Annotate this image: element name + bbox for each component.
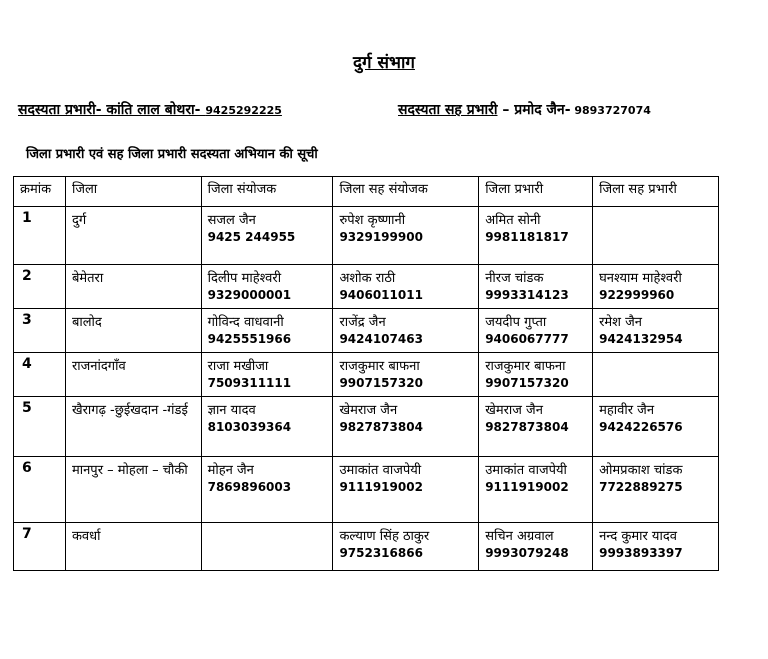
person-phone: 9907157320 <box>339 376 423 390</box>
table-row <box>14 397 719 457</box>
person-name: कल्याण सिंह ठाकुर <box>339 529 430 544</box>
co-convener-cell <box>333 457 479 523</box>
co-convener-cell <box>333 309 479 353</box>
co-convener-cell <box>333 265 479 309</box>
person-phone: 7509311111 <box>207 376 292 390</box>
convener-cell <box>201 397 333 457</box>
co-incharge-name: – प्रमोद जैन- <box>497 102 571 118</box>
person-phone: 9111919002 <box>485 480 569 494</box>
district-cell: मानपुर – मोहला – चौकी <box>65 457 201 523</box>
person-phone: 9752316866 <box>339 546 423 560</box>
table-header-row <box>14 177 719 207</box>
membership-incharge-phone: 9425292225 <box>205 104 282 117</box>
person-name: नीरज चांडक <box>485 271 544 286</box>
table-row <box>14 207 719 265</box>
co-convener-cell <box>333 523 479 571</box>
membership-co-incharge <box>398 100 651 119</box>
district-cell: खैरागढ़ -छुईखदान -गंडई <box>65 397 201 457</box>
membership-incharge <box>18 100 282 119</box>
person-phone: 9907157320 <box>485 376 569 390</box>
person-name: सजल जैन <box>207 213 256 228</box>
person-name: ओमप्रकाश चांडक <box>599 463 683 478</box>
header-serial: क्रमांक <box>14 177 66 207</box>
district-cell: कवर्धा <box>65 523 201 571</box>
incharge-table <box>13 176 719 571</box>
person-phone: 9406011011 <box>339 288 423 302</box>
title-text: दुर्ग संभाग <box>353 53 415 73</box>
serial-cell: 2 <box>14 265 66 309</box>
table-row <box>14 353 719 397</box>
person-name: घनश्याम माहेश्वरी <box>599 271 682 286</box>
serial-cell: 1 <box>14 207 66 265</box>
person-name: महावीर जैन <box>599 403 655 418</box>
header-district: जिला <box>65 177 201 207</box>
person-phone: 9111919002 <box>339 480 423 494</box>
person-phone: 9329000001 <box>207 288 292 302</box>
person-name: नन्द कुमार यादव <box>599 529 677 544</box>
serial-cell: 3 <box>14 309 66 353</box>
person-phone: 9425 244955 <box>207 230 296 244</box>
person-phone: 9993314123 <box>485 288 569 302</box>
person-phone: 7722889275 <box>599 480 683 494</box>
person-name: उमाकांत वाजपेयी <box>485 463 567 478</box>
person-name: गोविन्द वाधवानी <box>207 315 284 330</box>
incharge-cell <box>479 397 593 457</box>
convener-cell <box>201 523 333 571</box>
co-incharge-cell <box>593 207 719 265</box>
person-phone: 9993893397 <box>599 546 683 560</box>
person-name: राजकुमार बाफना <box>339 359 420 374</box>
incharge-cell <box>479 207 593 265</box>
person-name: अमित सोनी <box>485 213 541 228</box>
incharge-cell <box>479 523 593 571</box>
co-incharge-cell <box>593 523 719 571</box>
incharge-cell <box>479 265 593 309</box>
header-convener: जिला संयोजक <box>201 177 333 207</box>
district-cell: बालोद <box>65 309 201 353</box>
person-name: रमेश जैन <box>599 315 643 330</box>
person-phone: 8103039364 <box>207 420 292 434</box>
table-row <box>14 265 719 309</box>
co-incharge-phone: 9893727074 <box>570 104 651 117</box>
person-name: खेमराज जैन <box>339 403 398 418</box>
convener-cell <box>201 207 333 265</box>
co-incharge-cell <box>593 397 719 457</box>
convener-cell <box>201 457 333 523</box>
incharge-cell <box>479 457 593 523</box>
person-name: ज्ञान यादव <box>207 403 256 418</box>
person-phone: 9424132954 <box>599 332 683 346</box>
header-co-convener: जिला सह संयोजक <box>333 177 479 207</box>
district-cell: राजनांदगाँव <box>65 353 201 397</box>
convener-cell <box>201 265 333 309</box>
person-phone: 9425551966 <box>207 332 292 346</box>
convener-cell <box>201 353 333 397</box>
person-name: जयदीप गुप्ता <box>485 315 547 330</box>
person-phone: 9424107463 <box>339 332 423 346</box>
person-name: रुपेश कृष्णानी <box>339 213 406 228</box>
person-name: उमाकांत वाजपेयी <box>339 463 422 478</box>
list-subtitle: जिला प्रभारी एवं सह जिला प्रभारी सदस्यता अभियान की सूची <box>26 147 318 162</box>
serial-cell: 6 <box>14 457 66 523</box>
incharge-cell <box>479 353 593 397</box>
co-incharge-cell <box>593 265 719 309</box>
person-name: राजेंद्र जैन <box>339 315 386 330</box>
convener-cell <box>201 309 333 353</box>
serial-cell: 4 <box>14 353 66 397</box>
person-phone: 9406067777 <box>485 332 569 346</box>
person-name: राजा मखीजा <box>207 359 269 374</box>
person-phone: 7869896003 <box>207 480 292 494</box>
person-phone: 9981181817 <box>485 230 569 244</box>
co-incharge-cell <box>593 457 719 523</box>
person-phone: 9827873804 <box>339 420 423 434</box>
co-incharge-cell <box>593 353 719 397</box>
person-name: राजकुमार बाफना <box>485 359 566 374</box>
membership-incharge-label: सदस्यता प्रभारी- कांति लाल बोथरा- <box>18 102 201 118</box>
table-row <box>14 309 719 353</box>
document-title <box>0 50 768 73</box>
co-convener-cell <box>333 397 479 457</box>
serial-cell: 7 <box>14 523 66 571</box>
person-phone: 9993079248 <box>485 546 569 560</box>
person-name: सचिन अग्रवाल <box>485 529 554 544</box>
co-convener-cell <box>333 207 479 265</box>
district-cell: बेमेतरा <box>65 265 201 309</box>
table-row <box>14 523 719 571</box>
person-phone: 9424226576 <box>599 420 683 434</box>
person-phone: 9329199900 <box>339 230 423 244</box>
person-name: खेमराज जैन <box>485 403 543 418</box>
person-phone: 922999960 <box>599 288 675 302</box>
incharge-cell <box>479 309 593 353</box>
person-phone: 9827873804 <box>485 420 569 434</box>
header-incharge: जिला प्रभारी <box>479 177 593 207</box>
district-cell: दुर्ग <box>65 207 201 265</box>
person-name: मोहन जैन <box>207 463 254 478</box>
co-incharge-label: सदस्यता सह प्रभारी <box>398 102 498 118</box>
serial-cell: 5 <box>14 397 66 457</box>
co-incharge-cell <box>593 309 719 353</box>
person-name: अशोक राठी <box>339 271 396 286</box>
header-co-incharge: जिला सह प्रभारी <box>593 177 719 207</box>
co-convener-cell <box>333 353 479 397</box>
person-name: दिलीप माहेश्वरी <box>207 271 282 286</box>
table-row <box>14 457 719 523</box>
